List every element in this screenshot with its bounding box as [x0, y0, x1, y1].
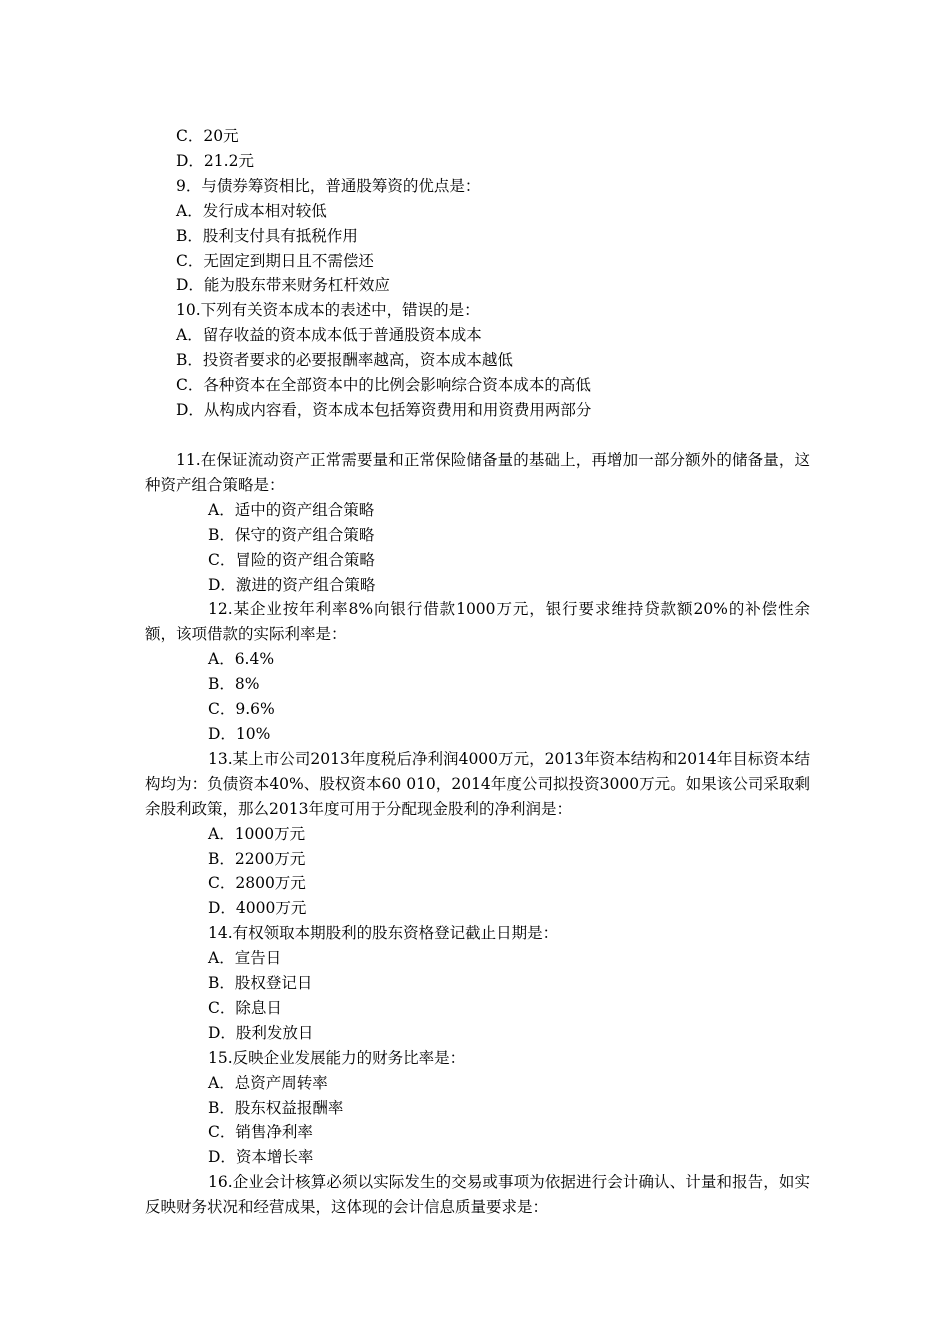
- option-line: C．除息日: [208, 998, 282, 1017]
- option-line: A．宣告日: [208, 949, 282, 968]
- question-stem: 15.反映企业发展能力的财务比率是：: [208, 1048, 466, 1067]
- question-stem: 12.某企业按年利率8%向银行借款1000万元，银行要求维持贷款额20%的补偿性余额，该项借款的实际利率是：: [145, 600, 810, 644]
- option-line: C．销售净利率: [208, 1123, 313, 1142]
- option-line: C．20元: [176, 127, 239, 145]
- question-stem: 16.企业会计核算必须以实际发生的交易或事项为依据进行会计确认、计量和报告，如实反映财务状况和经营成果，这体现的会计信息质量要求是：: [145, 1173, 810, 1217]
- question-stem: 10.下列有关资本成本的表述中，错误的是：: [176, 301, 480, 320]
- option-line: B．股利支付具有抵税作用: [176, 226, 358, 245]
- option-line: B．8%: [208, 675, 260, 694]
- option-line: D．21.2元: [176, 151, 254, 170]
- option-line: D．4000万元: [208, 899, 307, 918]
- option-line: A．1000万元: [208, 824, 306, 843]
- option-line: D．10%: [208, 724, 271, 743]
- question-stem: 9．与债券筹资相比，普通股筹资的优点是：: [176, 176, 481, 195]
- question-stem: 14.有权领取本期股利的股东资格登记截止日期是：: [208, 924, 559, 943]
- option-line: A．6.4%: [208, 650, 275, 669]
- question-stem: 11.在保证流动资产正常需要量和正常保险储备量的基础上，再增加一部分额外的储备量，这种资产组合策略是：: [145, 451, 810, 494]
- option-line: C．9.6%: [208, 700, 275, 719]
- option-line: B．股权登记日: [208, 974, 313, 993]
- option-line: A．总资产周转率: [208, 1073, 328, 1092]
- questions-9-10: [145, 124, 810, 423]
- option-line: D．激进的资产组合策略: [208, 575, 376, 594]
- option-line: B．2200万元: [208, 849, 306, 868]
- option-line: A．留存收益的资本成本低于普通股资本成本: [176, 326, 482, 345]
- option-line: B．股东权益报酬率: [208, 1098, 344, 1117]
- option-line: B．投资者要求的必要报酬率越高，资本成本越低: [176, 351, 513, 370]
- questions-11-16: [145, 448, 810, 1220]
- option-line: D．能为股东带来财务杠杆效应: [176, 276, 390, 295]
- option-line: C．2800万元: [208, 874, 306, 893]
- option-line: A．适中的资产组合策略: [208, 500, 375, 519]
- option-line: A．发行成本相对较低: [176, 201, 327, 220]
- option-line: B．保守的资产组合策略: [208, 525, 375, 544]
- option-line: D．股利发放日: [208, 1023, 314, 1042]
- option-line: C．无固定到期日且不需偿还: [176, 251, 374, 270]
- option-line: C．各种资本在全部资本中的比例会影响综合资本成本的高低: [176, 376, 591, 395]
- question-stem: 13.某上市公司2013年度税后净利润4000万元，2013年资本结构和2014年目标资本结构均为：负债资本40%、股权资本60 010，2014年度公司拟投资3000万元。如果该公司采取剩余股利政策，那么2013年度可用于分配现金股利的净利润是：: [145, 749, 810, 818]
- option-line: C．冒险的资产组合策略: [208, 550, 375, 569]
- option-line: D．资本增长率: [208, 1148, 314, 1167]
- option-line: D．从构成内容看，资本成本包括筹资费用和用资费用两部分: [176, 400, 592, 419]
